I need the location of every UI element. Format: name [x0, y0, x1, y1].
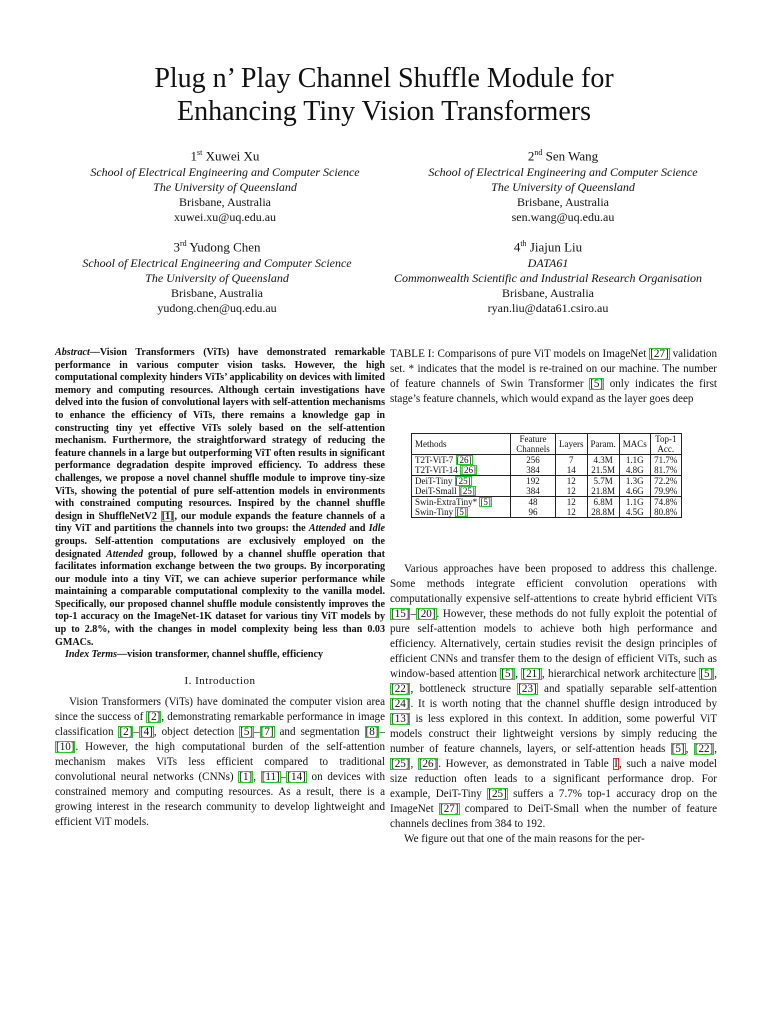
table-cell: 192	[511, 476, 556, 487]
table-cell: Swin-ExtraTiny* [5]	[412, 497, 511, 508]
citation-link[interactable]: [1]	[239, 770, 253, 783]
table-cell: 1.1G	[619, 497, 650, 508]
table-row	[412, 476, 682, 487]
author-location: Brisbane, Australia	[179, 195, 271, 210]
citation-link[interactable]: [8]	[365, 725, 379, 738]
author-ordinal: 1	[190, 148, 198, 164]
table-cell: 5.7M	[587, 476, 619, 487]
author-location: Brisbane, Australia	[171, 286, 263, 301]
abstract-text: , our module expands the feature channels of a tiny ViT and partitions the channels into two groups: the	[55, 510, 385, 535]
author-ordinal-suffix: rd	[179, 239, 187, 248]
author-ordinal: 2	[527, 148, 535, 164]
author-name	[32, 236, 402, 255]
author-name-text: Jiajun Liu	[529, 239, 583, 255]
citation-link[interactable]: [27]	[650, 348, 669, 360]
table-header-row	[412, 434, 682, 455]
citation-link[interactable]: [27]	[440, 803, 459, 815]
paper-title	[0, 62, 768, 128]
table-cell: 4.6G	[619, 486, 650, 497]
table-cell: 4.5G	[619, 507, 650, 518]
citation-link[interactable]: [4]	[139, 725, 153, 738]
citation-link[interactable]: [23]	[518, 683, 537, 695]
citation-link[interactable]: [22]	[391, 683, 410, 695]
author-ordinal-suffix: nd	[534, 148, 543, 157]
table-cell: 12	[556, 486, 588, 497]
author-name-text: Xuwei Xu	[205, 148, 260, 164]
table-cell: 384	[511, 465, 556, 476]
table-caption: TABLE I: Comparisons of pure ViT models on ImageNet [27] validation set. * indicates that the model is re-trained on our machine. The number of feature channels of Swin Transformer [5] only indicates the first stage’s feature channels, which would expand as the layer goes deep	[390, 348, 718, 405]
table-cell: 1.1G	[619, 455, 650, 466]
citation-link[interactable]: [7]	[260, 725, 274, 738]
table-cell: DeiT-Small [25]	[412, 486, 511, 497]
citation-link[interactable]: [26]	[461, 465, 477, 475]
table-cell: 12	[556, 497, 588, 508]
abstract-lead: Abstract	[55, 347, 90, 358]
table-cell: 81.7%	[650, 465, 681, 476]
table-cell: 4.3M	[587, 455, 619, 466]
author-org: The University of Queensland	[145, 271, 289, 286]
table-cell: 71.7%	[650, 455, 681, 466]
section-heading: I. Introduction	[184, 674, 256, 687]
table-header: Methods	[412, 434, 511, 455]
table-header: Feature Channels	[511, 434, 556, 455]
author-dept: School of Electrical Engineering and Computer Science	[90, 165, 360, 180]
table-header: MACs	[619, 434, 650, 455]
citation-link[interactable]: [25]	[391, 758, 410, 770]
author-dept: School of Electrical Engineering and Computer Science	[428, 165, 698, 180]
citation-link[interactable]: [13]	[391, 713, 410, 725]
citation-link[interactable]: [2]	[147, 710, 161, 723]
author-block-3	[32, 236, 402, 316]
table-cell: 384	[511, 486, 556, 497]
table-cell: Swin-Tiny [5]	[412, 507, 511, 518]
citation-link[interactable]: [26]	[456, 455, 472, 465]
abstract-emphasis: Attended	[106, 548, 144, 560]
author-name-text: Yudong Chen	[189, 239, 261, 255]
author-ordinal: 3	[173, 239, 180, 255]
citation-link[interactable]: [25]	[459, 486, 475, 496]
author-block-1	[60, 145, 390, 225]
table-cell: DeiT-Tiny [25]	[412, 476, 511, 487]
citation-link[interactable]: [10]	[56, 740, 75, 753]
comparison-table	[411, 433, 682, 518]
table-header: Param.	[587, 434, 619, 455]
body-paragraph: We figure out that one of the main reasons for the per-	[404, 833, 645, 845]
body-paragraph: Various approaches have been proposed to address this challenge. Some methods integrate efficient convolution operations with computationally expensive self-attentions to create hybrid efficient ViTs [15]–[20]. However, these methods do not fully exploit the potential of pure self-attention models to achieve both high performance and efficiency. Alternatively, certain studies revisit the design principles of efficient CNNs and transfer them to the design of efficient ViTs, such as window-based attention [5], [21], hierarchical network architecture [5], [22], bottleneck structure [23] and spatially separable self-attention [24]. It is worth noting that the channel shuffle design introduced by [13] is less explored in this context. In addition, some powerful ViT models construct their lightweight versions by simply reducing the number of feature channels, layers, or self-attention heads [5], [22], [25], [26]. However, as demonstrated in Table I, such a naive model size reduction often leads to a significant performance drop. For example, DeiT-Tiny [25] suffers a 7.7% top-1 accuracy drop on the ImageNet [27] compared to DeiT-Small when the number of feature channels declines from 384 to 192.	[390, 563, 718, 830]
citation-link[interactable]: [26]	[418, 758, 438, 770]
table-cell: 1.3G	[619, 476, 650, 487]
author-location: Brisbane, Australia	[502, 286, 594, 301]
index-terms-text: —vision transformer, channel shuffle, efficiency	[117, 649, 324, 661]
author-email[interactable]: xuwei.xu@uq.edu.au	[173, 210, 277, 225]
abstract-emphasis: Attended	[308, 523, 346, 535]
abstract-text: —Vision Transformers (ViTs) have demonstrated remarkable performance in various computer vision tasks. However, the high computational complexity hinders ViTs’ applicability on devices with limited memory and computing resources. Although certain investigations have delved into the fusion of convolutional layers with self-attention mechanisms to enhance the efficiency of ViTs, there remains a knowledge gap in constructing tiny yet effective ViTs solely based on the self-attention mechanism. Furthermore, the straightforward strategy of reducing the feature channels in a large but outperforming ViT often results in significant performance degradation despite improved efficiency. To address these challenges, we propose a novel channel shuffle module to improve tiny-size ViTs, showing the potential of pure self-attention models in environments with constrained computing resources. Inspired by the channel shuffle design in ShuffleNetV2	[55, 347, 385, 522]
citation-link[interactable]: [5]	[240, 725, 254, 738]
table-cell: 12	[556, 476, 588, 487]
table-header: Layers	[556, 434, 588, 455]
table-cell: 28.8M	[587, 507, 619, 518]
author-name	[398, 145, 728, 164]
table-cell: 6.8M	[587, 497, 619, 508]
citation-link[interactable]: [5]	[456, 507, 467, 517]
table-cell: 21.5M	[587, 465, 619, 476]
table-row	[412, 486, 682, 497]
author-dept: DATA61	[527, 256, 569, 271]
citation-link[interactable]: [5]	[700, 668, 714, 680]
left-column	[55, 347, 385, 830]
abstract	[55, 347, 385, 649]
citation-link[interactable]: [1]	[161, 510, 174, 522]
citation-link[interactable]: [2]	[119, 725, 133, 738]
table-cell: 256	[511, 455, 556, 466]
abstract-text: groups. Self-attention computations are exclusively employed on the designated	[55, 535, 385, 560]
title-line-1: Plug n’ Play Channel Shuffle Module for	[154, 63, 614, 94]
citation-link[interactable]: [11]	[261, 770, 280, 783]
table-row	[412, 507, 682, 518]
title-line-2: Enhancing Tiny Vision Transformers	[177, 96, 591, 127]
author-block-4	[358, 236, 738, 316]
author-ordinal: 4	[513, 239, 521, 255]
citation-link[interactable]: [14]	[287, 770, 306, 783]
author-org: The University of Queensland	[491, 180, 635, 195]
right-column-body	[390, 562, 717, 847]
author-name-text: Sen Wang	[545, 148, 599, 164]
citation-link[interactable]: [20]	[417, 608, 436, 620]
table-row	[412, 455, 682, 466]
citation-link[interactable]: [5]	[671, 743, 685, 755]
author-ordinal-suffix: st	[197, 148, 203, 157]
author-block-2	[398, 145, 728, 225]
citation-link[interactable]: [5]	[590, 378, 604, 390]
author-org: The University of Queensland	[153, 180, 297, 195]
citation-link[interactable]: [21]	[522, 668, 541, 680]
index-terms	[55, 649, 385, 662]
author-email[interactable]: ryan.liu@data61.csiro.au	[487, 301, 609, 316]
citation-link[interactable]: [5]	[480, 497, 491, 507]
author-name	[60, 145, 390, 164]
table-cell: T2T-ViT-7 [26]	[412, 455, 511, 466]
table-cell: T2T-ViT-14 [26]	[412, 465, 511, 476]
table-cell: 48	[511, 497, 556, 508]
abstract-emphasis: Idle	[368, 523, 386, 535]
index-terms-lead: Index Terms	[65, 649, 118, 661]
table-cell: 74.8%	[650, 497, 681, 508]
table-cell: 12	[556, 507, 588, 518]
abstract-text: group, followed by a channel shuffle operation that facilitates information exchange between the two groups. By incorporating our module into a tiny ViT, we can achieve superior performance while maintaining a comparable computational complexity to the vanilla model. Specifically, our proposed channel shuffle module consistently improves the top-1 accuracy on the ImageNet-1K dataset for various tiny ViT models by up to 2.8%, with the changes in model complexity being less than 0.03 GMACs.	[55, 548, 385, 648]
table-cell: 79.9%	[650, 486, 681, 497]
citation-link[interactable]: [5]	[501, 668, 515, 680]
intro-paragraph: Vision Transformers (ViTs) have dominated the computer vision area since the success of [2], demonstrating remarkable performance in image classification [2]–[4], object detection [5]–[7] and segmentation [8]–[10]. However, the high computational burden of the self-attention mechanism makes ViTs less efficient compared to traditional convolutional neural networks (CNNs) [1], [11]–[14] on devices with constrained memory and computing resources. As a result, there is a growing interest in the research community to develop lightweight and efficient ViT models.	[55, 695, 385, 828]
right-column	[390, 347, 717, 407]
table-row	[412, 465, 682, 476]
table-header: Top-1 Acc.	[650, 434, 681, 455]
author-org: Commonwealth Scientific and Industrial Research Organisation	[393, 271, 703, 286]
author-ordinal-suffix: th	[520, 239, 527, 248]
abstract-text: and	[345, 523, 369, 535]
author-location: Brisbane, Australia	[517, 195, 609, 210]
citation-link[interactable]: [25]	[488, 788, 507, 800]
author-email[interactable]: yudong.chen@uq.edu.au	[157, 301, 277, 316]
table-cell: 72.2%	[650, 476, 681, 487]
table-row	[412, 497, 682, 508]
table-cell: 96	[511, 507, 556, 518]
author-email[interactable]: sen.wang@uq.edu.au	[511, 210, 615, 225]
table-cell: 21.8M	[587, 486, 619, 497]
table-reference-link[interactable]: I	[614, 758, 618, 770]
author-dept: School of Electrical Engineering and Computer Science	[82, 256, 352, 271]
author-name	[358, 236, 738, 255]
table-cell: 4.8G	[619, 465, 650, 476]
citation-link[interactable]: [15]	[391, 608, 410, 620]
table-cell: 14	[556, 465, 588, 476]
table-cell: 80.8%	[650, 507, 681, 518]
citation-link[interactable]: [24]	[391, 698, 410, 710]
citation-link[interactable]: [22]	[694, 743, 714, 755]
citation-link[interactable]: [25]	[455, 476, 471, 486]
table-cell: 7	[556, 455, 588, 466]
